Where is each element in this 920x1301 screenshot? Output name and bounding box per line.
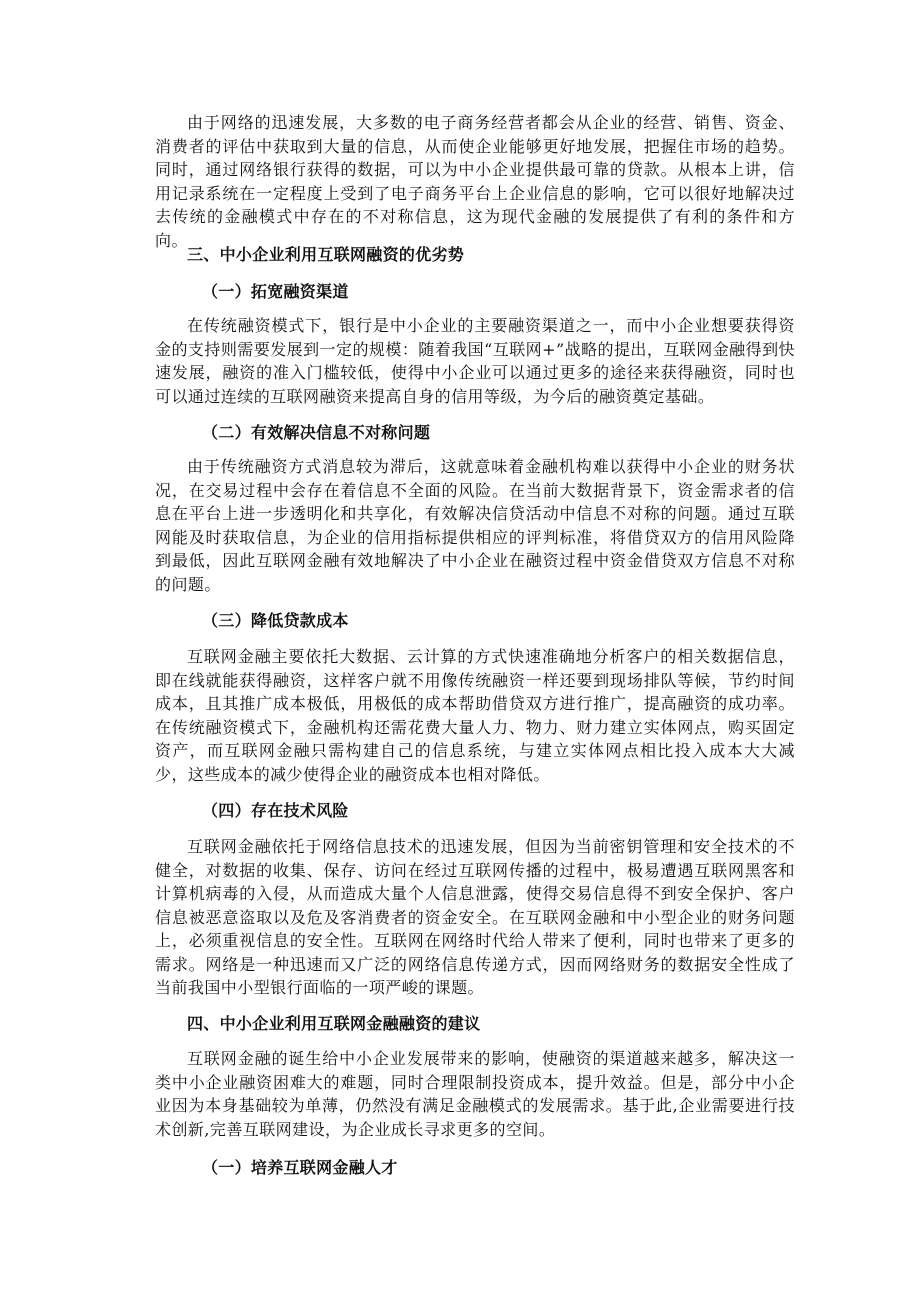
- section-heading-suggestions: 四、中小企业利用互联网金融融资的建议: [187, 1014, 481, 1033]
- paragraph-technical-risk: 互联网金融依托于网络信息技术的迅速发展，但因为当前密钥管理和安全技术的不健全，对数据的收集、保存、访问在经过互联网传播的过程中，极易遭遇互联网黑客和计算机病毒的入侵，从而造成大量个人信息泄露，使得交易信息得不到安全保护、客户信息被恶意盗取以及危及客消费者的资金安全。在互联网金融和中小型企业的财务问题上，必须重视信息的安全性。互联网在网络时代给人带来了便利，同时也带来了更多的需求。网络是一种迅速而又广泛的网络信息传递方式，因而网络财务的数据安全性成了当前我国中小型银行面临的一项严峻的课题。: [155, 837, 795, 997]
- subsection-heading-technical-risk: （四）存在技术风险: [202, 801, 349, 820]
- paragraph-suggestions: 互联网金融的诞生给中小企业发展带来的影响，使融资的渠道越来越多，解决这一类中小企业融资困难大的难题，同时合理限制投资成本，提升效益。但是，部分中小企业因为本身基础较为单薄，仍然没有满足金融模式的发展需求。基于此,企业需要进行技术创新,完善互联网建设，为企业成长寻求更多的空间。: [155, 1049, 795, 1139]
- paragraph-ecommerce-information: 由于网络的迅速发展，大多数的电子商务经营者都会从企业的经营、销售、资金、消费者的评估中获取到大量的信息，从而使企业能够更好地发展，把握住市场的趋势。同时，通过网络银行获得的数据，可以为中小企业提供最可靠的贷款。从根本上讲，信用记录系统在一定程度上受到了电子商务平台上企业信息的影响，它可以很好地解决过去传统的金融模式中存在的不对称信息，这为现代金融的发展提供了有利的条件和方向。: [155, 113, 795, 250]
- paragraph-broaden-channels: 在传统融资模式下，银行是中小企业的主要融资渠道之一，而中小企业想要获得资金的支持则需要发展到一定的规模：随着我国“互联网+”战略的提出，互联网金融得到快速发展，融资的准入门槛较低，使得中小企业可以通过更多的途径来获得融资，同时也可以通过连续的互联网融资来提高自身的信用等级，为今后的融资奠定基础。: [155, 316, 795, 406]
- subsection-heading-broaden-channels: （一）拓宽融资渠道: [202, 282, 349, 301]
- section-heading-advantages-disadvantages: 三、中小企业利用互联网融资的优劣势: [187, 245, 465, 264]
- subsection-heading-reduce-loan-cost: （三）降低贷款成本: [202, 611, 349, 630]
- subsection-heading-cultivate-talent: （一）培养互联网金融人才: [202, 1158, 398, 1177]
- subsection-heading-information-asymmetry: （二）有效解决信息不对称问题: [202, 423, 431, 442]
- paragraph-information-asymmetry: 由于传统融资方式消息较为滞后，这就意味着金融机构难以获得中小企业的财务状况，在交易过程中会存在着信息不全面的风险。在当前大数据背景下，资金需求者的信息在平台上进一步透明化和共享化，有效解决信贷活动中信息不对称的问题。通过互联网能及时获取信息，为企业的信用指标提供相应的评判标准，将借贷双方的信用风险降到最低，因此互联网金融有效地解决了中小企业在融资过程中资金借贷双方信息不对称的问题。: [155, 457, 795, 594]
- paragraph-reduce-loan-cost: 互联网金融主要依托大数据、云计算的方式快速准确地分析客户的相关数据信息，即在线就能获得融资，这样客户就不用像传统融资一样还要到现场排队等候，节约时间成本，且其推广成本极低，用极低的成本帮助借贷双方进行推广，提高融资的成功率。在传统融资模式下，金融机构还需花费大量人力、物力、财力建立实体网点，购买固定资产，而互联网金融只需构建自己的信息系统，与建立实体网点相比投入成本大大减少，这些成本的减少使得企业的融资成本也相对降低。: [155, 647, 795, 784]
